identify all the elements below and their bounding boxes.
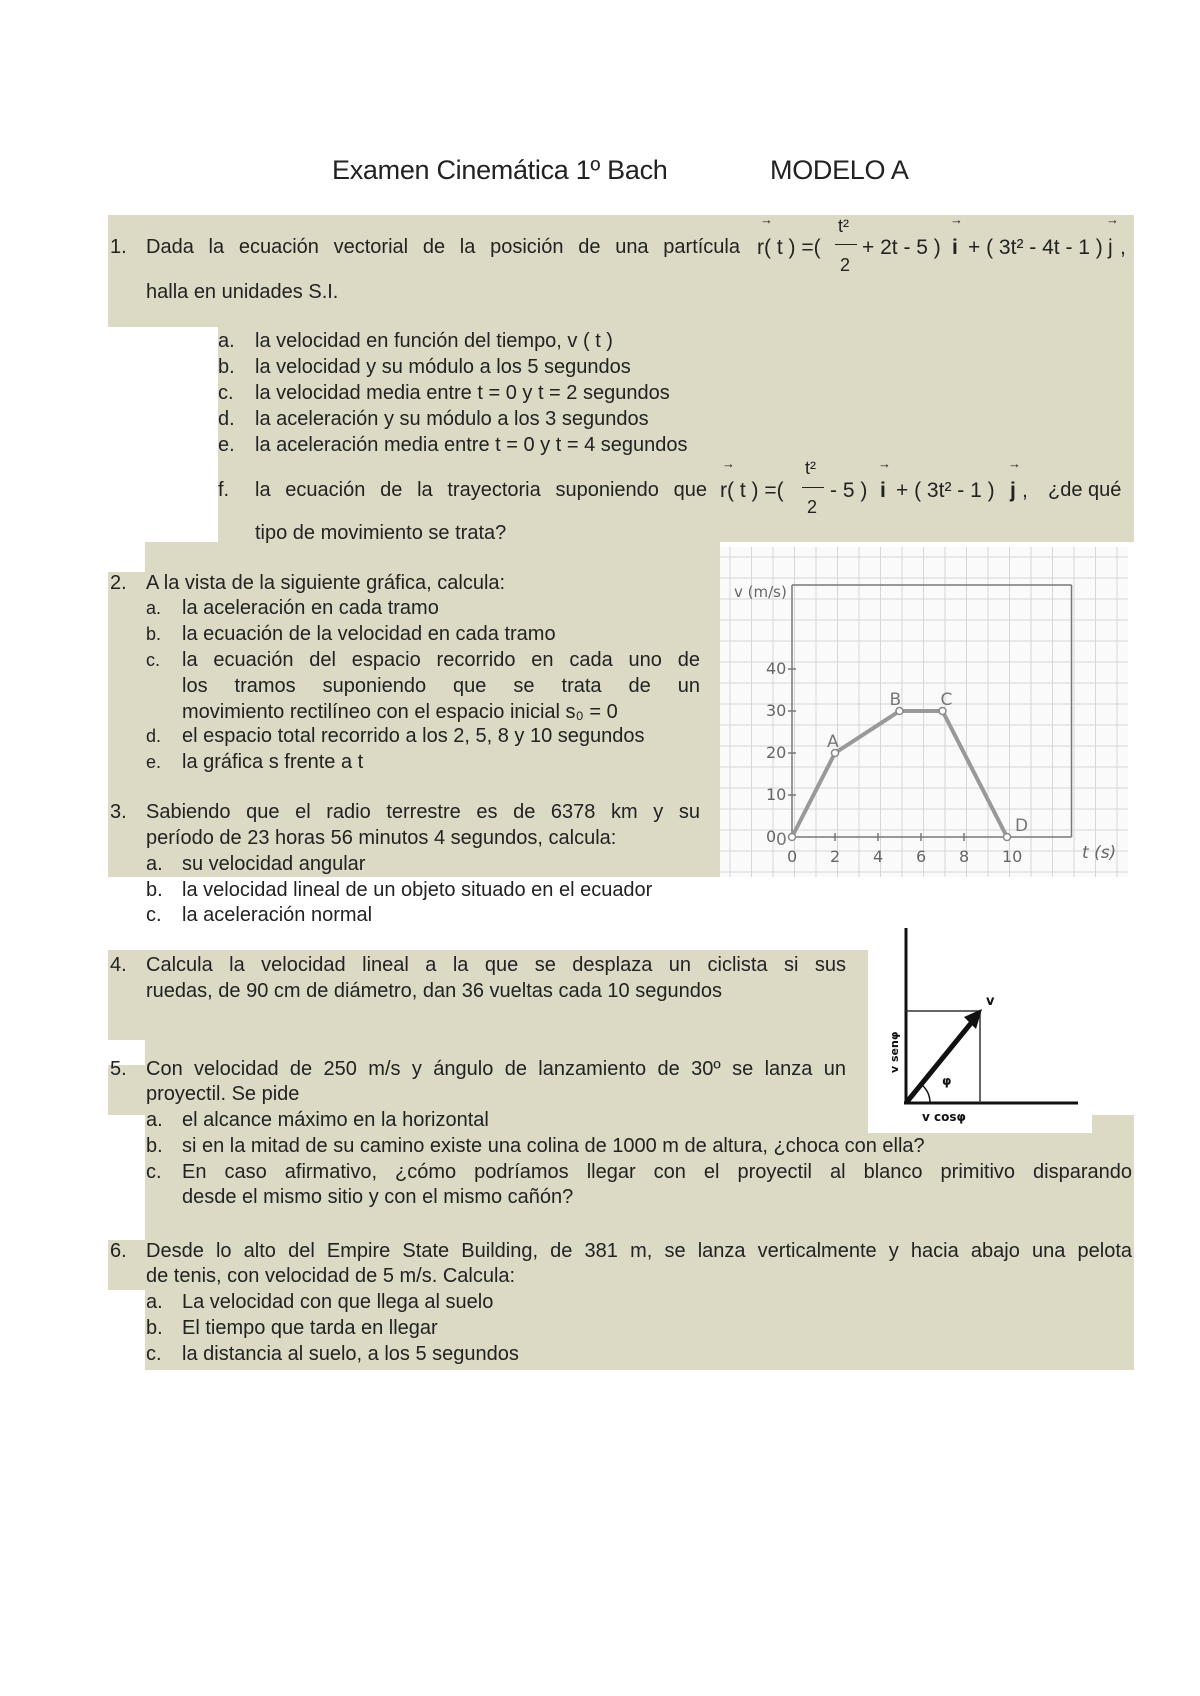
q2-c-text2: los tramos suponiendo que se trata de un	[182, 675, 700, 697]
x-tick-label: 10	[1002, 847, 1023, 866]
q1-b-letter: b.	[218, 356, 235, 378]
q6-c-letter: c.	[146, 1343, 162, 1365]
y-tick-label: 40	[766, 659, 787, 678]
q1-eq-lhs: r( t ) =(	[757, 236, 821, 259]
q1-a-letter: a.	[218, 330, 235, 352]
q1-eq-den: 2	[840, 255, 851, 275]
q2-e-letter: e.	[146, 752, 162, 772]
q1-eq-plus: + ( 3t² - 4t - 1 )	[968, 236, 1103, 259]
q3-intro2: período de 23 horas 56 minutos 4 segundos, calcula:	[146, 827, 617, 849]
q1-eq2-den: 2	[807, 497, 818, 517]
q5-number: 5.	[110, 1058, 127, 1080]
q1-f-letter: f.	[218, 479, 230, 501]
vector-label-phi: φ	[942, 1074, 952, 1088]
q2-a-text: la aceleración en cada tramo	[182, 597, 439, 619]
vector-label-v: v	[986, 994, 995, 1009]
q3-a-letter: a.	[146, 853, 163, 875]
q1-eq2-comma: ,	[1022, 479, 1028, 502]
q3-intro: Sabiendo que el radio terrestre es de 6378 km y su	[146, 801, 700, 823]
vector-label-vsin: v senφ	[888, 1031, 901, 1073]
q1-d-letter: d.	[218, 408, 235, 430]
q3-b-letter: b.	[146, 879, 163, 901]
q1-c-letter: c.	[218, 382, 234, 404]
q1-eq2-plus: + ( 3t² - 1 )	[896, 479, 995, 502]
q6-b-text: El tiempo que tarda en llegar	[182, 1317, 438, 1339]
q1-eq2-i: i	[880, 479, 886, 502]
q1-b-text: la velocidad y su módulo a los 5 segundos	[255, 356, 631, 378]
q1-eq2-mid: - 5 )	[830, 479, 868, 502]
q6-intro: Desde lo alto del Empire State Building, de 381 m, se lanza verticalmente y hacia abajo una pelota	[146, 1240, 1132, 1262]
q1-eq-comma: ,	[1120, 236, 1126, 259]
q1-eq-j: j	[1108, 236, 1113, 259]
x-tick-label: 4	[873, 847, 884, 866]
chart-xlabel: t (s)	[1082, 843, 1117, 863]
q5-intro2: proyectil. Se pide	[146, 1083, 300, 1105]
q6-number: 6.	[110, 1240, 127, 1262]
q5-c-text2: desde el mismo sitio y con el mismo cañón?	[182, 1186, 574, 1208]
q1-f-tail: ¿de qué	[1048, 479, 1122, 501]
q1-eq2-lhs: r( t ) =(	[720, 479, 784, 502]
shade-q1	[108, 215, 1134, 327]
x-tick-label: 2	[830, 847, 841, 866]
x-tick-label: 8	[959, 847, 970, 866]
q1-number: 1.	[110, 236, 127, 258]
q2-c-text3: movimiento rectilíneo con el espacio inicial s₀ = 0	[182, 701, 618, 723]
x-tick-label: 0	[787, 847, 798, 866]
data-point	[789, 834, 796, 841]
y-tick-label: 0	[766, 827, 777, 846]
q3-c-text: la aceleración normal	[182, 904, 373, 926]
q6-a-text: La velocidad con que llega al suelo	[182, 1291, 494, 1313]
point-label: B	[889, 690, 902, 710]
shade-q1-f	[145, 542, 720, 572]
q1-d-text: la aceleración y su módulo a los 3 segundos	[255, 408, 649, 430]
q6-c-text: la distancia al suelo, a los 5 segundos	[182, 1343, 519, 1365]
q6-b-letter: b.	[146, 1317, 163, 1339]
q2-e-text: la gráfica s frente a t	[182, 751, 364, 773]
q1-c-text: la velocidad media entre t = 0 y t = 2 segundos	[255, 382, 670, 404]
point-label: 0	[776, 830, 787, 850]
y-tick-label: 20	[766, 743, 787, 762]
q2-d-letter: d.	[146, 726, 162, 746]
velocity-time-chart	[720, 547, 1128, 877]
vector-label-vcos: v cosφ	[922, 1110, 966, 1124]
point-label: D	[1015, 816, 1029, 836]
q1-eq2-num: t²	[805, 458, 816, 478]
data-point	[1004, 834, 1011, 841]
exam-model: MODELO A	[770, 155, 909, 185]
q2-d-text: el espacio total recorrido a los 2, 5, 8 y 10 segundos	[182, 725, 645, 747]
point-label: C	[940, 690, 953, 710]
y-tick-label: 10	[766, 785, 787, 804]
q6-a-letter: a.	[146, 1291, 163, 1313]
q1-f-text2: tipo de movimiento se trata?	[255, 522, 507, 544]
q2-b-text: la ecuación de la velocidad en cada tramo	[182, 623, 556, 645]
q4-intro2: ruedas, de 90 cm de diámetro, dan 36 vueltas cada 10 segundos	[146, 980, 722, 1002]
q3-c-letter: c.	[146, 904, 162, 926]
shade-q5-gap	[145, 1210, 1134, 1240]
q6-intro2: de tenis, con velocidad de 5 m/s. Calcula:	[146, 1265, 516, 1287]
q1-e-letter: e.	[218, 434, 235, 456]
q2-intro: A la vista de la siguiente gráfica, calcula:	[146, 572, 506, 594]
q2-b-letter: b.	[146, 624, 162, 644]
q2-a-letter: a.	[146, 598, 162, 618]
q5-b-letter: b.	[146, 1135, 163, 1157]
q5-b-text: si en la mitad de su camino existe una colina de 1000 m de altura, ¿choca con ella?	[182, 1135, 925, 1157]
q2-c-text: la ecuación del espacio recorrido en cada uno de	[182, 649, 700, 671]
q5-a-text: el alcance máximo en la horizontal	[182, 1109, 489, 1131]
q1-f-text: la ecuación de la trayectoria suponiendo que	[255, 479, 707, 501]
q1-e-text: la aceleración media entre t = 0 y t = 4 segundos	[255, 434, 688, 456]
y-tick-label: 30	[766, 701, 787, 720]
exam-title: Examen Cinemática 1º Bach	[332, 155, 668, 185]
q4-number: 4.	[110, 954, 127, 976]
q1-intro: Dada la ecuación vectorial de la posición de una partícula	[146, 236, 740, 258]
q1-eq-mid: + 2t - 5 )	[862, 236, 941, 259]
q5-a-letter: a.	[146, 1109, 163, 1131]
q4-intro: Calcula la velocidad lineal a la que se desplaza un ciclista si sus	[146, 954, 846, 976]
q2-number: 2.	[110, 572, 127, 594]
q3-b-text: la velocidad lineal de un objeto situado en el ecuador	[182, 879, 653, 901]
q1-intro2: halla en unidades S.I.	[146, 281, 339, 303]
q1-eq-i: i	[952, 236, 958, 259]
q3-a-text: su velocidad angular	[182, 853, 366, 875]
q2-c-letter: c.	[146, 650, 161, 670]
q1-eq2-j: j	[1010, 479, 1016, 502]
q3-number: 3.	[110, 801, 127, 823]
q1-a-text: la velocidad en función del tiempo, v ( t )	[255, 330, 613, 352]
point-label: A	[827, 732, 839, 752]
q5-c-letter: c.	[146, 1161, 162, 1183]
q5-intro: Con velocidad de 250 m/s y ángulo de lanzamiento de 30º se lanza un	[146, 1058, 846, 1080]
chart-ylabel: v (m/s)	[734, 583, 787, 601]
x-tick-label: 6	[916, 847, 927, 866]
q1-eq-num: t²	[838, 216, 849, 236]
q5-c-text: En caso afirmativo, ¿cómo podríamos llegar con el proyectil al blanco primitivo disparando	[182, 1161, 1132, 1183]
vector-decomposition-figure	[868, 925, 1092, 1133]
